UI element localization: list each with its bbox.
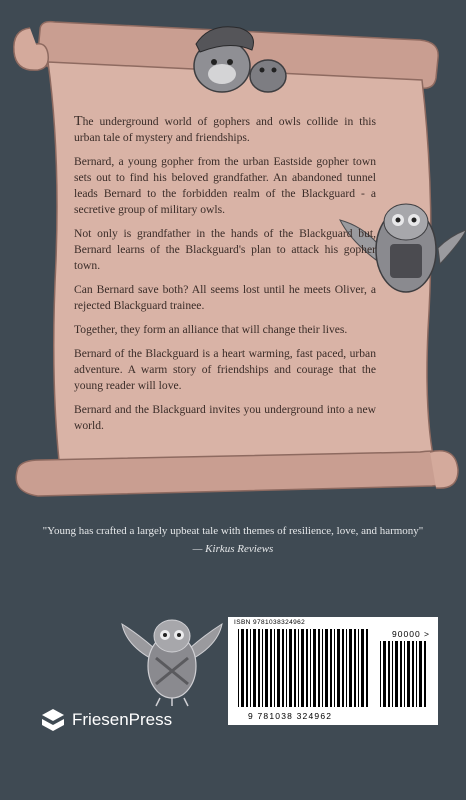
barcode-bar: [282, 629, 284, 707]
friesenpress-logo-icon: [40, 707, 66, 733]
barcode-bar: [246, 629, 248, 707]
blurb-paragraph: Bernard and the Blackguard invites you underground into a new world.: [74, 403, 376, 432]
review-quote: [40, 523, 426, 557]
barcode-bar: [289, 629, 292, 707]
barcode-bar: [301, 629, 304, 707]
barcode-bar: [366, 629, 368, 707]
barcode-bar: [342, 629, 344, 707]
price-barcode-bars: [380, 641, 428, 707]
barcode-bar: [310, 629, 311, 707]
isbn-digits: 9 781038 324962: [248, 711, 333, 721]
blurb-paragraph: Bernard of the Blackguard is a heart warming, fast paced, urban adventure. A warm story of friendships and courage that the young reader will love.: [74, 347, 376, 392]
review-quote-text: "Young has crafted a largely upbeat tale with themes of resilience, love, and harmony": [42, 525, 424, 537]
publisher-logo: [40, 707, 172, 733]
barcode-bar: [388, 641, 390, 707]
barcode-bar: [238, 629, 239, 707]
barcode-bar: [334, 629, 335, 707]
barcode-bar: [265, 629, 268, 707]
barcode-bar: [424, 641, 426, 707]
barcode-bar: [400, 641, 402, 707]
barcode-bar: [407, 641, 410, 707]
barcode-bar: [270, 629, 272, 707]
isbn-barcode: [228, 617, 438, 725]
barcode-bar: [416, 641, 417, 707]
barcode-bar: [253, 629, 256, 707]
blurb-paragraph: Bernard, a young gopher from the urban Eastside gopher town sets out to find his beloved grandfather. An abandoned tunnel leads Bernard to the forbidden realm of the Blackguard - a secretive group of military owls.: [74, 155, 376, 216]
barcode-bar: [325, 629, 328, 707]
barcode-bar: [313, 629, 316, 707]
barcode-bar: [322, 629, 323, 707]
barcode-bar: [395, 641, 398, 707]
price-code: 90000 >: [392, 629, 430, 639]
blurb-paragraph: Not only is grandfather in the hands of the Blackguard but, Bernard learns of the Blackguard's plan to attack his gopher town.: [74, 227, 376, 272]
barcode-bar: [349, 629, 352, 707]
barcode-bars: [238, 629, 368, 707]
barcode-bar: [250, 629, 251, 707]
barcode-bar: [306, 629, 308, 707]
publisher-name: FriesenPress: [72, 710, 173, 729]
barcode-bar: [330, 629, 332, 707]
blurb-paragraph: Can Bernard save both? All seems lost until he meets Oliver, a rejected Blackguard trainee.: [74, 283, 376, 312]
barcode-bar: [277, 629, 280, 707]
barcode-bar: [358, 629, 359, 707]
blurb-paragraph: The underground world of gophers and owls collide in this urban tale of mystery and friendships.: [74, 114, 376, 144]
barcode-bar: [262, 629, 263, 707]
blurb-paragraph: Together, they form an alliance that will change their lives.: [74, 323, 348, 336]
barcode-bar: [241, 629, 244, 707]
barcode-bar: [298, 629, 299, 707]
barcode-bar: [380, 641, 381, 707]
barcode-bar: [258, 629, 260, 707]
barcode-bar: [361, 629, 364, 707]
owl-illustration: [120, 608, 224, 708]
barcode-bar: [419, 641, 422, 707]
barcode-bar: [354, 629, 356, 707]
barcode-bar: [404, 641, 405, 707]
back-cover-blurb: [74, 114, 376, 442]
barcode-bar: [383, 641, 386, 707]
barcode-bar: [318, 629, 320, 707]
barcode-bar: [346, 629, 347, 707]
isbn-label: ISBN 9781038324962: [234, 619, 306, 626]
review-attribution: — Kirkus Reviews: [192, 543, 274, 555]
barcode-bar: [337, 629, 340, 707]
barcode-bar: [412, 641, 414, 707]
barcode-bar: [294, 629, 296, 707]
barcode-bar: [286, 629, 287, 707]
barcode-bar: [274, 629, 275, 707]
barcode-bar: [392, 641, 393, 707]
